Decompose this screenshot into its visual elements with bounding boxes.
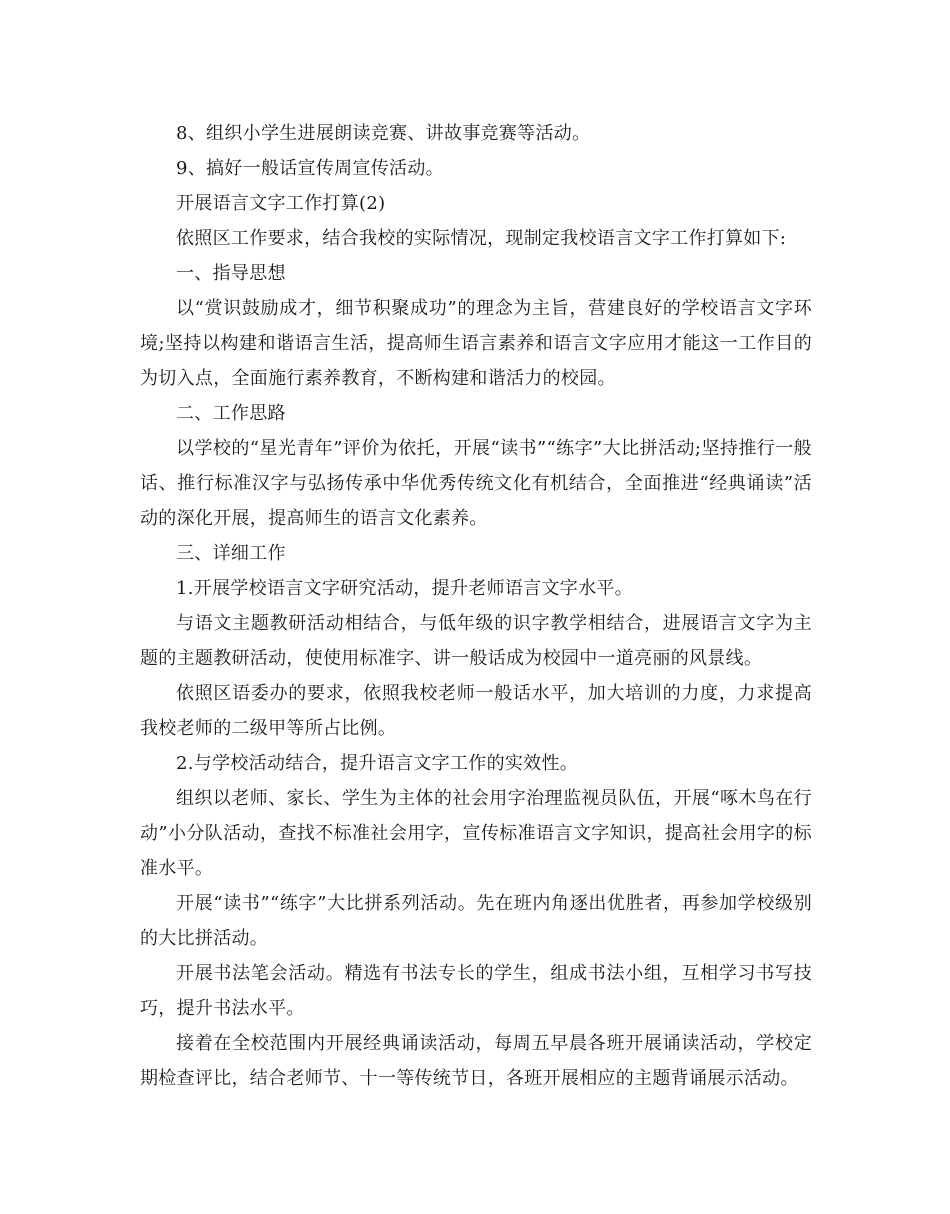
paragraph: 与语文主题教研活动相结合，与低年级的识字教学相结合，进展语言文字为主题的主题教研活动，使使用标准字、讲一般话成为校园中一道亮丽的风景线。 [140, 613, 812, 669]
paragraph: 9、搞好一般话宣传周宣传活动。 [176, 158, 444, 179]
section-title: 开展语言文字工作打算(2) [176, 193, 386, 214]
paragraph: 组织以老师、家长、学生为主体的社会用字治理监视员队伍，开展“啄木鸟在行动”小分队活动，查找不标准社会用字，宣传标准语言文字知识，提高社会用字的标准水平。 [140, 788, 812, 879]
paragraph: 依照区工作要求，结合我校的实际情况，现制定我校语言文字工作打算如下: [176, 228, 787, 249]
section-heading: 三、详细工作 [176, 543, 286, 564]
subsection-heading: 1.开展学校语言文字研究活动，提升老师语言文字水平。 [176, 578, 633, 599]
paragraph: 以学校的“星光青年”评价为依托，开展“读书”“练字”大比拼活动;坚持推行一般话、推行标准汉字与弘扬传承中华优秀传统文化有机结合，全面推进“经典诵读”活动的深化开展，提高师生的语言文化素养。 [140, 438, 812, 529]
paragraph: 开展“读书”“练字”大比拼系列活动。先在班内角逐出优胜者，再参加学校级别的大比拼活动。 [140, 893, 812, 949]
document-page [140, 116, 812, 1096]
paragraph: 8、组织小学生进展朗读竞赛、讲故事竞赛等活动。 [176, 123, 591, 144]
paragraph: 以“赏识鼓励成才，细节积聚成功”的理念为主旨，营建良好的学校语言文字环境;坚持以构建和谐语言生活，提高师生语言素养和语言文字应用才能这一工作目的为切入点，全面施行素养教育，不断构建和谐活力的校园。 [140, 298, 812, 389]
section-heading: 一、指导思想 [176, 263, 286, 284]
subsection-heading: 2.与学校活动结合，提升语言文字工作的实效性。 [176, 753, 579, 774]
paragraph: 开展书法笔会活动。精选有书法专长的学生，组成书法小组，互相学习书写技巧，提升书法水平。 [140, 963, 812, 1019]
paragraph: 接着在全校范围内开展经典诵读活动，每周五早晨各班开展诵读活动，学校定期检查评比，结合老师节、十一等传统节日，各班开展相应的主题背诵展示活动。 [140, 1033, 812, 1089]
paragraph: 依照区语委办的要求，依照我校老师一般话水平，加大培训的力度，力求提高我校老师的二级甲等所占比例。 [140, 683, 812, 739]
section-heading: 二、工作思路 [176, 403, 286, 424]
